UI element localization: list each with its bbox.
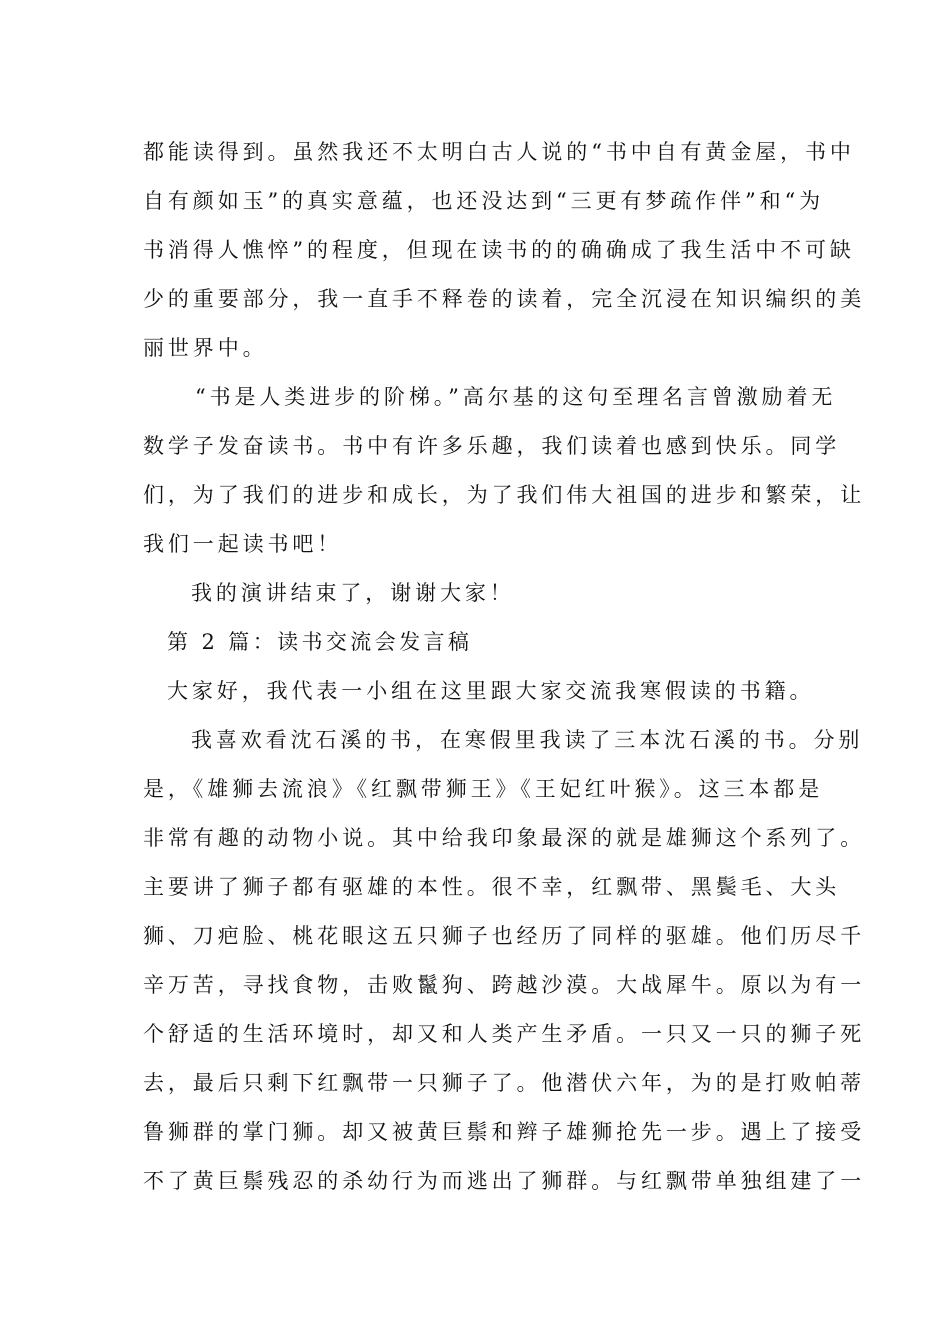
text-line: 个舒适的生活环境时，却又和人类产生矛盾。一只又一只的狮子死 bbox=[143, 1022, 866, 1046]
text-line: 去，最后只剩下红飘带一只狮子了。他潜伏六年，为的是打败帕蒂 bbox=[143, 1071, 866, 1095]
text-line: 数学子发奋读书。书中有许多乐趣，我们读着也感到快乐。同学 bbox=[143, 434, 841, 458]
text-line: 鲁狮群的掌门狮。却又被黄巨鬃和辫子雄狮抢先一步。遇上了接受 bbox=[143, 1120, 866, 1144]
paragraph-start: “书是人类进步的阶梯。”高尔基的这句至理名言曾激励着无 bbox=[195, 385, 837, 409]
paragraph-start: 我的演讲结束了，谢谢大家！ bbox=[191, 581, 515, 605]
text-line: 是，《雄狮去流浪》《红飘带狮王》《王妃红叶猴》。这三本都是 bbox=[143, 777, 824, 801]
paragraph-start: 大家好，我代表一小组在这里跟大家交流我寒假读的书籍。 bbox=[167, 679, 815, 703]
text-line: 书消得人憔悴”的程度，但现在读书的的确确成了我生活中不可缺 bbox=[143, 238, 855, 262]
text-line: 狮、刀疤脸、桃花眼这五只狮子也经历了同样的驱雄。他们历尽千 bbox=[143, 924, 866, 948]
text-line: 非常有趣的动物小说。其中给我印象最深的就是雄狮这个系列了。 bbox=[143, 826, 866, 850]
text-line: 少的重要部分，我一直手不释卷的读着，完全沉浸在知识编织的美 bbox=[143, 287, 866, 311]
text-line: 都能读得到。虽然我还不太明白古人说的“书中自有黄金屋，书中 bbox=[143, 140, 855, 164]
document-body bbox=[143, 128, 866, 1206]
text-line: 丽世界中。 bbox=[143, 336, 268, 360]
text-line: 我们一起读书吧！ bbox=[143, 532, 343, 556]
text-line: 主要讲了狮子都有驱雄的本性。很不幸，红飘带、黑鬓毛、大头 bbox=[143, 875, 841, 899]
paragraph-start: 我喜欢看沈石溪的书，在寒假里我读了三本沈石溪的书。分别 bbox=[191, 728, 864, 752]
text-line: 们，为了我们的进步和成长，为了我们伟大祖国的进步和繁荣，让 bbox=[143, 483, 866, 507]
text-line: 不了黄巨鬃残忍的杀幼行为而逃出了狮群。与红飘带单独组建了一 bbox=[143, 1169, 866, 1193]
section-heading: 第 2 篇：读书交流会发言稿 bbox=[167, 630, 473, 654]
text-line: 自有颜如玉”的真实意蕴，也还没达到“三更有梦疏作伴”和“为 bbox=[143, 189, 825, 213]
text-line: 辛万苦，寻找食物，击败鬣狗、跨越沙漠。大战犀牛。原以为有一 bbox=[143, 973, 866, 997]
